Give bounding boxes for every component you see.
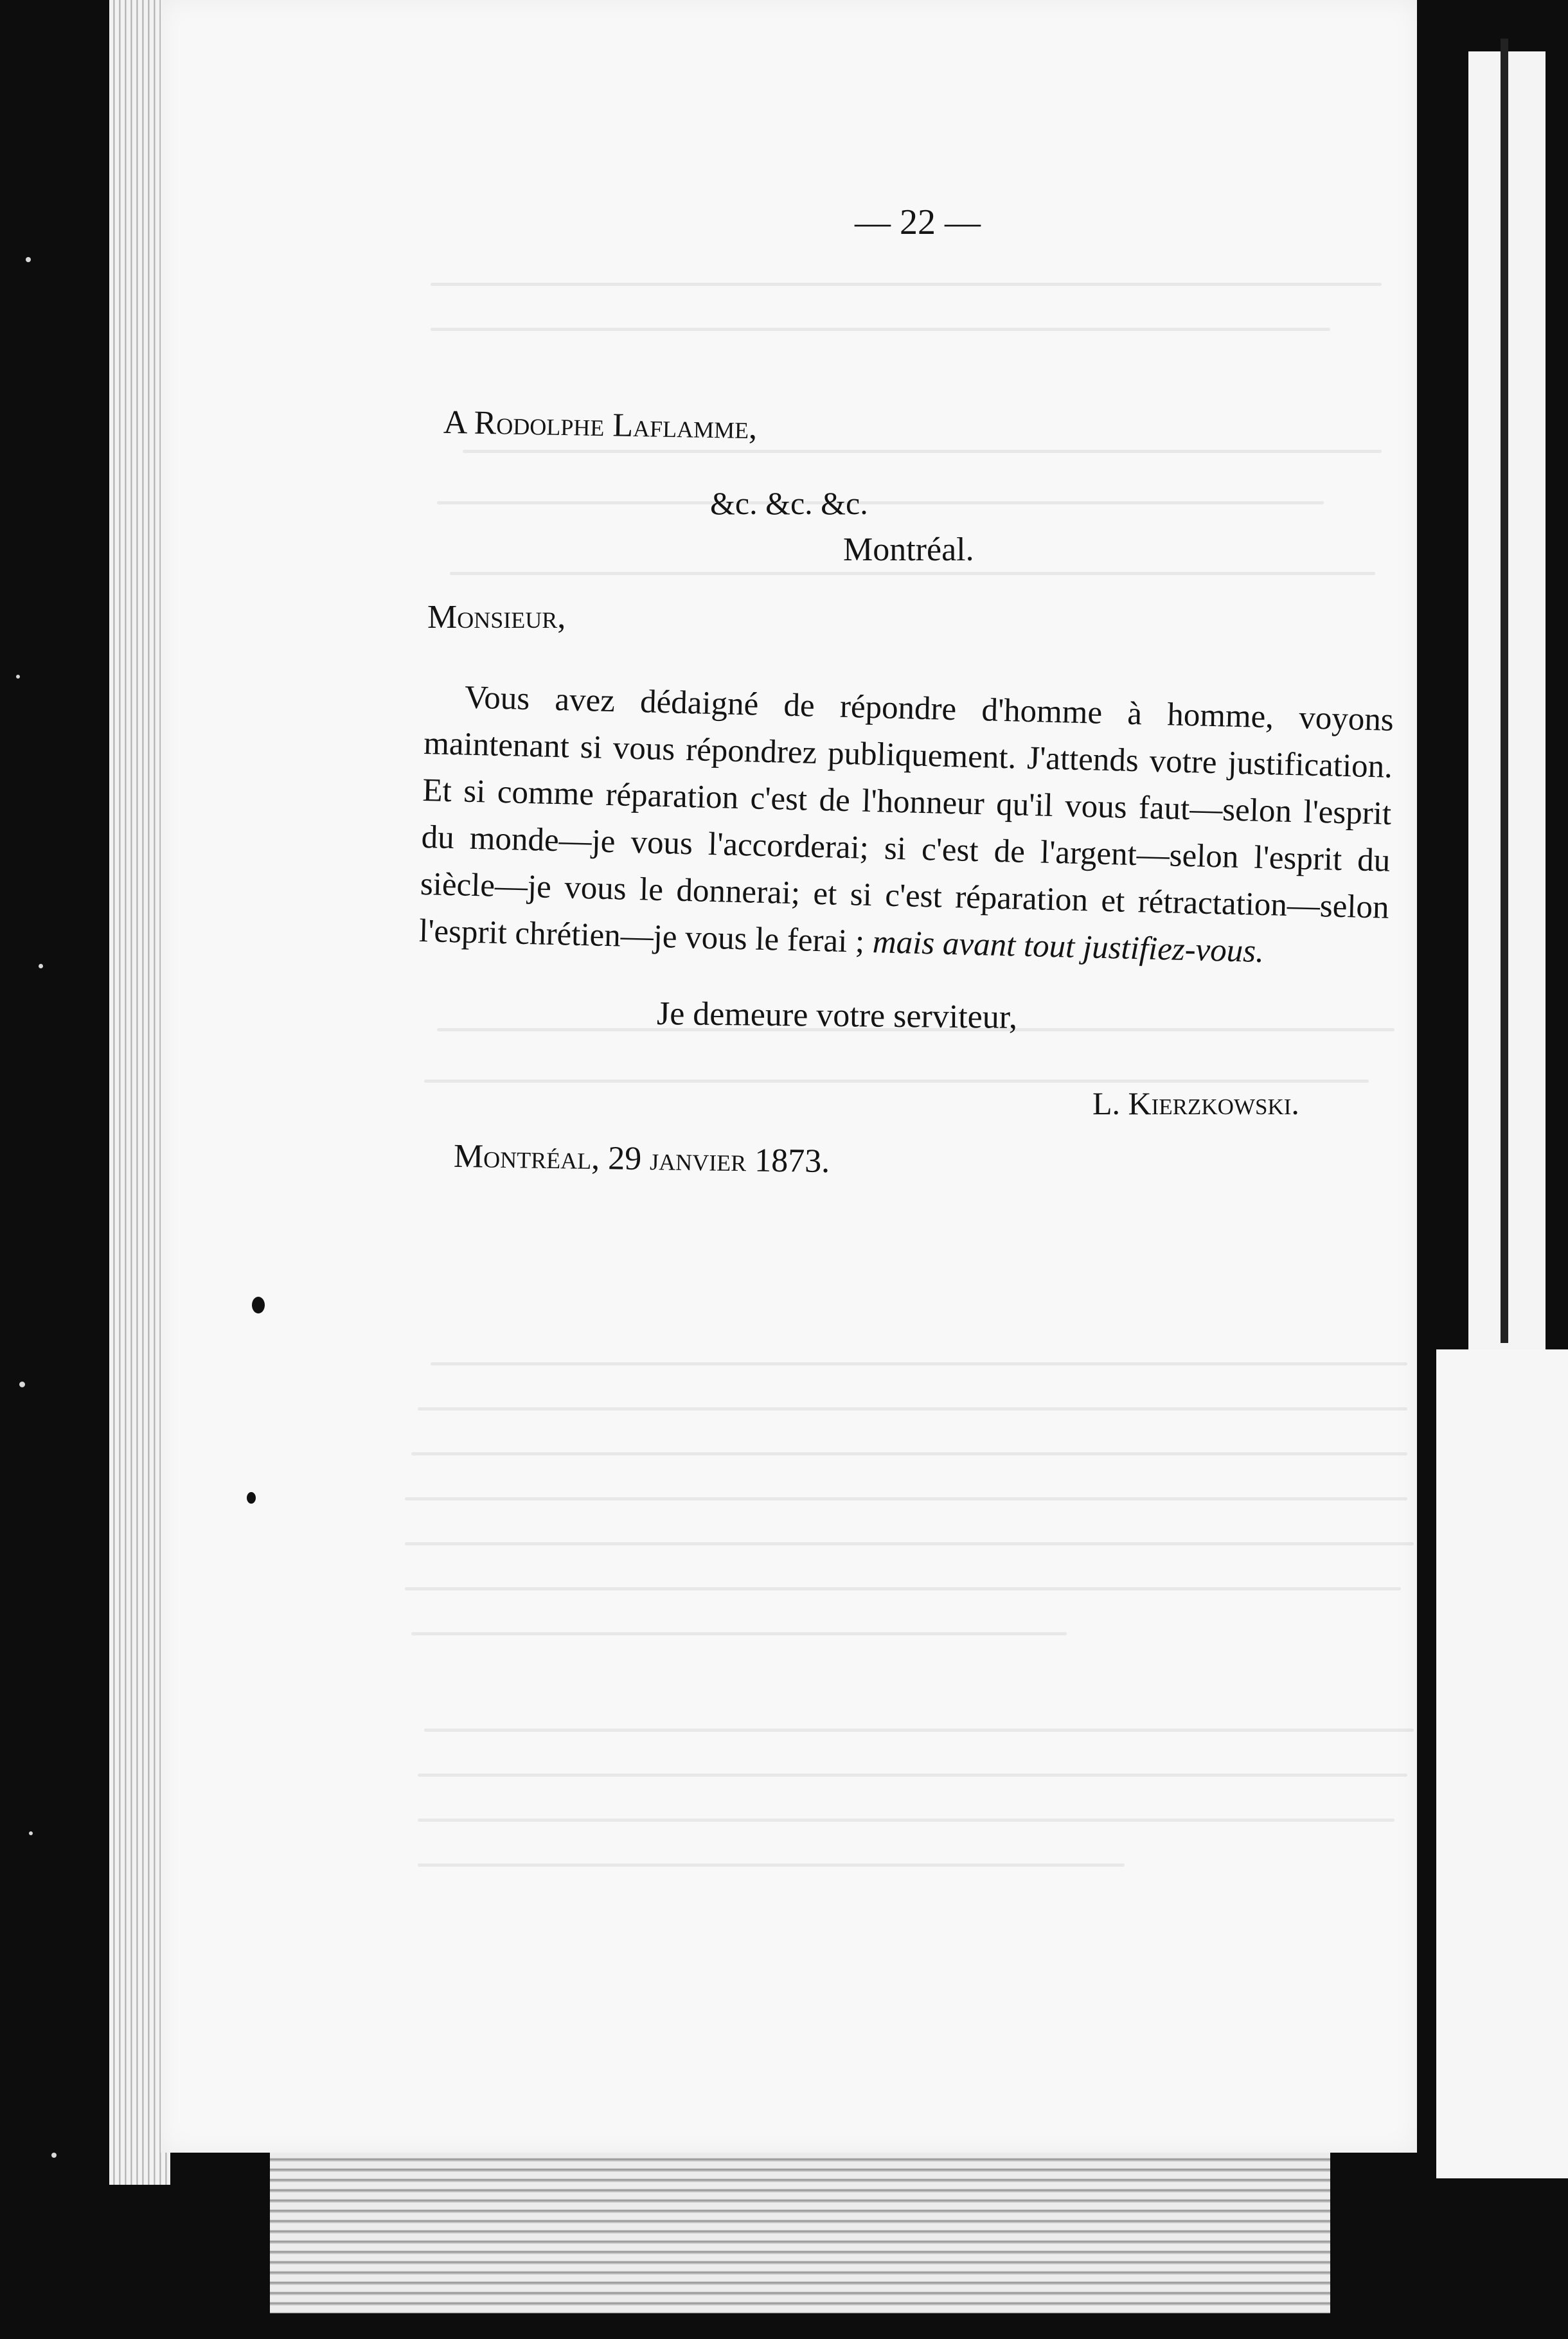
bleed-through-line (463, 450, 1382, 453)
recipient-etc: &c. &c. &c. (710, 485, 868, 521)
bleed-through-line (431, 283, 1382, 286)
salutation: Monsieur, (427, 599, 566, 636)
ink-blot (252, 1297, 265, 1313)
scan-speck (51, 2153, 57, 2158)
closing-line: Je demeure votre serviteur, (656, 995, 1018, 1036)
document-page (161, 0, 1417, 2153)
bleed-through-line (418, 1819, 1394, 1822)
letter-paragraph-italic: mais avant tout justifiez-vous. (872, 924, 1265, 970)
bleed-through-line (431, 328, 1330, 331)
bleed-through-line (411, 1632, 1067, 1635)
bleed-through-line (405, 1497, 1407, 1500)
bleed-through-line (450, 572, 1375, 575)
bleed-through-line (437, 501, 1324, 504)
letter-body (418, 673, 1394, 979)
bleed-through-line (405, 1587, 1401, 1590)
letter-paragraph-text: Vous avez dédaigné de répondre d'homme à homme, voyons maintenant si vous répondrez publiquement. J'attends votre justification. Et si comme réparation c'est de l'honneur qu'il vous faut—selon l'esprit du monde—je vous l'accorderai; si c'est de l'argent—selon l'esprit du siècle—je vous le donnerai; et si c'est réparation et rétractation—selon l'esprit chrétien—je vous le ferai ; (418, 679, 1394, 960)
page-number: — 22 — (855, 202, 981, 242)
adjacent-page-lower (1436, 1349, 1568, 2178)
bleed-through-line (405, 1542, 1414, 1545)
scan-speck (26, 257, 31, 262)
signature: L. Kierzkowski. (1092, 1085, 1299, 1121)
bleed-through-line (424, 1729, 1414, 1732)
bleed-through-line (418, 1774, 1407, 1777)
scan-speck (29, 1831, 33, 1835)
bleed-through-line (411, 1452, 1407, 1455)
bleed-through-line (418, 1407, 1407, 1410)
bleed-through-line (418, 1863, 1125, 1867)
scan-speck (19, 1382, 25, 1387)
scan-speck (16, 675, 20, 679)
recipient-name: A Rodolphe Laflamme, (443, 404, 758, 447)
bleed-through-line (424, 1080, 1369, 1083)
letter-paragraph (418, 673, 1394, 979)
page-gutter-shadow (1501, 39, 1508, 1343)
dateline: Montréal, 29 janvier 1873. (453, 1137, 830, 1180)
ink-blot (247, 1492, 256, 1504)
recipient-city: Montréal. (843, 531, 974, 568)
scan-speck (39, 964, 43, 968)
bleed-through-line (431, 1362, 1407, 1365)
